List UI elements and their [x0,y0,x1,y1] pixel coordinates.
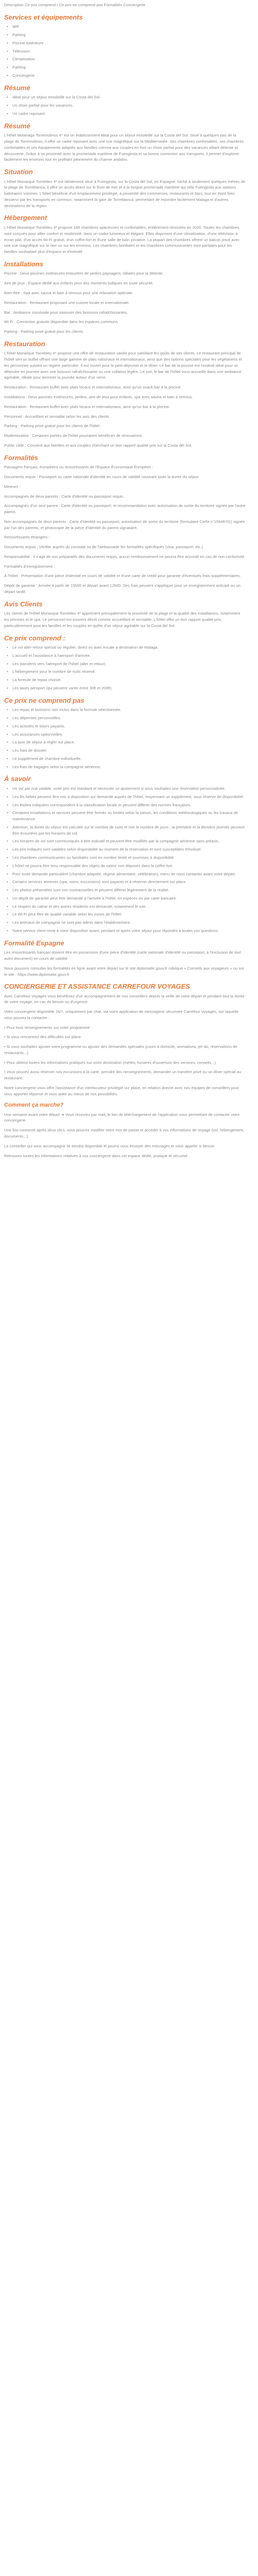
section-title-formalites: Formalités [4,453,38,462]
list-item: • Certaines installations et services peuvent être fermés ou limités selon la saison, les conditions météorologiques ou les travaux de maintenance. [10,810,246,822]
list-item: • Télévision [10,48,246,55]
list-item: • Piscine extérieure [10,40,246,46]
comment-paragraph: Une semaine avant votre départ ➜ Vous recevrez par mail, le lien de téléchargement de l'application vous permettant de contacter votre conciergerie. [4,1112,240,1123]
formalites-paragraph: Accompagnés d'un seul parent : Carte d'identité ou passeport, et recommandation avec autorisation de sortie du territoire signée par l'autre parent. [4,503,246,515]
list-item: • Les dépenses personnelles. [10,715,246,721]
conciergerie-paragraph: Notre conciergerie vous offre l'assistance d'un interlocuteur privilégié sur place, en relation directe avec nos équipes de conseillers pour vous apporter réponse et vous aider au mieux de nos possibilités. [4,1085,239,1096]
list-item: • L'hébergement pour le nombre de nuits réservé. [10,669,246,675]
formalites-paragraph: Mineurs : [4,484,21,489]
section-title-avis: Avis Clients [4,600,43,608]
restauration-paragraph: Restauration : Restaurant buffet avec plats locaux et internationaux, ainsi qu'un bar à la piscine. [4,404,170,409]
installations-paragraph: Bar : Ambiance conviviale pour savourer des boissons rafraîchissantes. [4,310,128,315]
list-item: • Un dépôt de garantie peut être demandé à l'arrivée à l'hôtel, en espèces ou par carte bancaire. [10,895,246,902]
list-item: • Parking [10,32,246,38]
restauration-paragraph: Personnel : Accueillant et serviable selon les avis des clients. [4,414,110,419]
formalite-espagne-paragraph: Les ressortissants français doivent être en possession d'une pièce d'identité (carte nationale d'identité ou passeport, à l'exclusion de tout autre document) en cours de validité. [4,950,241,961]
list-item: • Les activités et loisirs payants. [10,723,246,730]
installations-paragraph: Piscine : Deux piscines extérieures entourées de jardins paysagers, idéales pour la détente. [4,271,164,276]
situation-paragraph: L'Hôtel Monarque Torrebleu 4* est idéalement situé à Fuengirola, sur la Costa del Sol, en Espagne. Niché à seulement quelques mètres de la plage de Torreblanca, il offre un accès direct sur le front de mer et à la longue promenade maritime qui relie Fuengirola aux stations balnéaires voisines. L'hôtel bénéficie d'un emplacement privilégié, à proximité des commerces, restaurants et bars, tout en étant bien desservi par les transports en commun, notamment la gare de Torreblanca, permettant de rejoindre facilement Malaga et d'autres destinations de la région. [4,179,246,208]
restauration-paragraph: Modernisation : Certaines parties de l'hôtel pourraient bénéficier de rénovations. [4,433,143,438]
a-savoir-list [4,786,246,934]
tab-labels: Description Ce prix comprend / Ce prix ne comprend pas Formalités Conciergerie [4,3,146,7]
section-title-ne-comprend: Ce prix ne comprend pas [4,696,85,704]
restauration-paragraph: Installations : Deux piscines extérieures, jardins, aire de jeux pour enfants, spa avec sauna et bain à remous. [4,395,193,400]
section-title-comprend: Ce prix comprend : [4,634,66,642]
comment-paragraph: Le conseiller qui vous accompagne se tiendra disponible et pourra vous envoyer des messages et vous appeler si besoin. [4,1143,216,1148]
section-title-conciergerie: CONCIERGERIE ET ASSISTANCE CARREFOUR VOYAGES [4,982,190,991]
list-item: • Les animaux de compagnie ne sont pas admis dans l'établissement. [10,920,246,926]
list-item: • Les frais de dossier. [10,748,246,754]
list-item: • La formule de repas choisie. [10,677,246,683]
hebergement-paragraph: L'Hôtel Monarque Torrebleu 4* propose 189 chambres spacieuses et confortables, entièrement rénovées en 2020. Toutes les chambres sont conçues pour allier confort et modernité, dans un cadre lumineux et élégant. Elles disposent d'une climatisation, d'une télévision à écran plat, d'un accès Wi-Fi gratuit, d'un coffre-fort et d'une salle de bain privative. La plupart des chambres offrent un balcon privé avec une vue magnifique sur la mer ou sur les environs. Les chambres familiales et les chambres communicantes sont parfaites pour les familles souhaitant plus d'espace et d'intimité. [4,225,240,255]
comprend-list [4,645,246,691]
list-item: • Le vol aller-retour spécial ou régulier, direct ou avec escale à destination de Malaga. [10,645,246,651]
list-item: • Les repas et boissons non inclus dans la formule sélectionnée. [10,707,246,713]
comment-paragraph: Une fois connecté après deux clics, vous pourrez modifier votre mot de passe et accéder à vos informations de voyage (vol, hébergement, documents...). [4,1128,245,1139]
formalites-paragraph: Documents requis : Vérifier auprès du consulat ou de l'ambassade les formalités spécifiques (visa, passeport, etc.). [4,545,204,550]
list-item: • Parking [10,64,246,71]
list-item: • L'accueil et l'assistance à l'aéroport d'arrivée. [10,653,246,659]
list-item: • Le respect du calme et des autres résidents est demandé, notamment le soir. [10,904,246,910]
formalites-paragraph: Passagers français, européens ou ressortissants de l'Espace Économique Européen : [4,465,153,470]
list-item: • Conciergerie [10,73,246,79]
formalites-paragraph: Non accompagnés de deux parents : Carte d'identité ou passeport, autorisation de sortie du territoire (formulaire Cerfa n°15646*01) signée par l'un des parents, et photocopie de la pièce d'identité du parent signataire. [4,519,245,530]
conciergerie-paragraph: Votre conciergerie disponible 24/7, uniquement par chat, via votre application de messagerie sécurisée Carrefour Voyages, sur laquelle vous pouvez la contacter : [4,1009,239,1020]
conciergerie-paragraph: • Pour tous renseignements sur votre programme [4,1025,90,1030]
formalites-paragraph: Responsabilité : Il s'agit de vos préparatifs des documents requis, aucun remboursement ne pourra être accordé en cas de non-conformité. [4,554,246,559]
list-item: • Un cadre reposant. [10,111,246,117]
list-item: • Les assurances optionnelles. [10,732,246,738]
list-item: • Le Wi-Fi peut être de qualité variable selon les zones de l'hôtel. [10,911,246,918]
resume-list [4,94,246,116]
list-item: • Les lits bébés peuvent être mis à disposition sur demande auprès de l'hôtel, moyennant un supplément, sous réserve de disponibilité. [10,794,246,800]
comment-paragraph: Retrouvez toutes les informations relatives à vos conciergerie dans cet espace dédié, pratique et sécurisé. [4,1153,189,1158]
section-title-formalite-espagne: Formalité Espagne [4,939,64,947]
resume-paragraph: L'Hôtel Molanaga Torremolinos 4* est un établissement idéal pour un séjour ensoleillé sur la Costa del Sol. Situé à quelques pas de la plage de Torremolinos, il offre un cadre reposant avec une vue magnifique sur la Méditerranée. Ses chambres confortables, ses chambres confortables et ses équipements adaptés aux familles comme aux couples en font un choix parfait pour des vacances alliant détente et découverte. Grâce à sa proximité avec la promenade maritime de Fuengirola et sa bonne connexion aux transports, il permet d'explorer facilement les environs tout en profitant pleinement du charme andalou. [4,133,244,162]
conciergerie-paragraph: Avec Carrefour Voyages vous bénéficiez d'un accompagnement de nos conseillers depuis la veille de votre départ et pendant tout la durée de votre voyage, en cas de besoin ou d'urgence. [4,993,245,1005]
formalites-paragraph: Dépôt de garantie : Arrivée à partir de 15h00 et départ avant 12h00. Des frais peuvent s'appliquer pour un enregistrement anticipé ou un départ tardif. [4,583,240,594]
restauration-paragraph: L'hôtel Monarque Torrebleu 4* propose une offre de restauration variée pour satisfaire les goûts de ses clients. Le restaurant principal de l'hôtel sert un buffet offrant une large gamme de plats nationaux et internationaux, ainsi que des options spéciales pour les végétariens et les personnes suivant un régime particulier. Il est ouvert pour le petit-déjeuner et le dîner. Le bar de la piscine est l'endroit idéal pour se détendre en journée avec une boisson rafraîchissante ou une collation légère. Le soir, le bar de l'hôtel vous accueille dans une ambiance agréable, idéale pour terminer la journée autour d'un verre. [4,351,242,380]
conciergerie-paragraph: • Pour obtenir toutes les informations pratiques sur votre destination (météo, horaires d'ouverture des services, conseils...) [4,1060,216,1065]
list-item: • Un choix parfait pour les vacances. [10,103,246,109]
list-item: • Attention, la durée du séjour est calculée sur le nombre de nuits et non le nombre de jours ; la première et la dernière journée peuvent être écourtées par les horaires de vol. [10,824,246,837]
conciergerie-paragraph: • Si vous souhaitez ajouter votre programme ou ajouter des demandes spéciales (cours à domicile, animations, jet-ski, réservations de restaurants...) [4,1044,237,1055]
formalites-paragraph: Documents requis : Passeport ou carte nationale d'identité en cours de validité couvrant toute la durée du séjour. [4,474,200,479]
list-item: • Les photos présentées sont non contractuelles et peuvent différer légèrement de la réalité. [10,887,246,893]
list-item: • Les taxes aéroport (qui peuvent varier entre 30€ et 200€). [10,685,246,691]
installations-paragraph: Bien-être : Spa avec sauna et bain à remous pour une relaxation optimale. [4,291,134,295]
formalites-paragraph: À l'hôtel : Présentation d'une pièce d'identité en cours de validité et d'une carte de crédit pour garantie d'éventuels frais supplémentaires. [4,573,241,579]
list-item: • Les chambres communicantes ou familiales sont en nombre limité et soumises à disponibilité. [10,855,246,861]
list-item: • Pour toute demande particulière (chambre adaptée, régime alimentaire, célébration), merci de nous contacter avant votre départ. [10,871,246,877]
list-item: • L'hôtel ne pourra être tenu responsable des objets de valeur non déposés dans le coffre-fort. [10,863,246,869]
section-title-a-savoir: À savoir [4,775,31,783]
installations-paragraph: Wi-Fi : Connexion gratuite disponible dans les espaces communs. [4,319,119,325]
section-title-resume: Résumé [4,83,30,92]
conciergerie-paragraph: • Vous pouvez aussi réserver nos excursions à la carte, prendre des renseignements, demander un transfert privé ou un dîner spécial au restaurant. [4,1070,241,1081]
list-item: • Certains services annexes (spa, soins, excursions) sont payants et à réserver directement sur place. [10,879,246,885]
product-page [0,0,250,1164]
list-item: • Les transferts vers l'aéroport de l'hôtel (aller et retour). [10,661,246,667]
list-item: • Le supplément de chambre individuelle. [10,756,246,762]
conciergerie-paragraph: • Si vous rencontrez des difficultés sur place [4,1035,81,1040]
section-title-services: Services et équipements [4,13,83,21]
formalites-paragraph: Accompagnés de deux parents : Carte d'identité ou passeport requis. [4,494,124,499]
services-list [4,24,246,78]
section-title-resume-2: Résumé [4,122,30,130]
section-title-hebergement: Hébergement [4,214,47,222]
formalites-paragraph: Ressortissants étrangers : [4,535,50,540]
formalites-paragraph: Formalités d'enregistrement : [4,564,55,569]
avis-paragraph: Les clients de l'Hôtel Monarque Torrebleu 4* apprécient principalement la proximité de la plage et la qualité des installations, notamment les piscines et le spa. Le personnel est souvent décrit comme accueillant et serviable. L'hôtel offre un bon rapport qualité-prix, particulièrement pour les familles et les couples en quête d'un séjour agréable sur la Costa del Sol. [4,611,240,628]
section-title-situation: Situation [4,168,33,176]
restauration-paragraph: Restauration : Restaurant buffet avec plats locaux et internationaux, ainsi qu'un snack-bar à la piscine. [4,385,182,390]
restauration-paragraph: Parking : Parking privé gratuit pour les clients de l'hôtel. [4,423,101,429]
list-item: • Les frais de bagages selon la compagnie aérienne. [10,764,246,770]
ne-comprend-list [4,707,246,770]
installations-paragraph: Restauration : Restaurant proposant une cuisine locale et internationale. [4,300,130,305]
list-item: • Climatisation [10,56,246,62]
list-item: • Notre service client reste à votre disposition avant, pendant et après votre séjour pour répondre à toutes vos questions. [10,928,246,934]
installations-paragraph: Parking : Parking privé gratuit pour les clients. [4,329,84,334]
restauration-paragraph: Public cible : Convient aux familles et aux couples cherchant un bon rapport qualité-prix sur la Costa del Sol. [4,443,192,448]
list-item: • Les étoiles indiquées correspondent à la classification locale et peuvent différer des normes françaises. [10,802,246,808]
section-title-installations: Installations [4,260,43,268]
list-item: • Un vol par nuit valable, votre prix est standard et nécessite un ajustement si vous souhaitez une réservation personnalisée. [10,786,246,792]
list-item: • Wifi [10,24,246,30]
formalite-espagne-paragraph: Nous pouvons consulter les formalités en ligne avant votre départ sur le site diplomatie.gouv.fr rubrique « Conseils aux voyageurs » ou sur le site : https://www.diplomatie.gouv.fr [4,965,245,977]
section-title-comment: Comment ça marche? [4,1102,63,1109]
list-item: • Les horaires de vol sont communiqués à titre indicatif et peuvent être modifiés par la compagnie aérienne sans préavis. [10,838,246,844]
list-item: • Idéal pour un séjour ensoleillé sur la Costa del Sol. [10,94,246,100]
installations-paragraph: Aire de jeux : Espace dédié aux enfants pour des moments ludiques en toute sécurité. [4,281,154,286]
section-title-restauration: Restauration [4,340,45,348]
list-item: • La taxe de séjour à régler sur place. [10,739,246,745]
list-item: • Les prix indiqués sont valables selon disponibilité au moment de la réservation et sont susceptibles d'évoluer. [10,846,246,853]
